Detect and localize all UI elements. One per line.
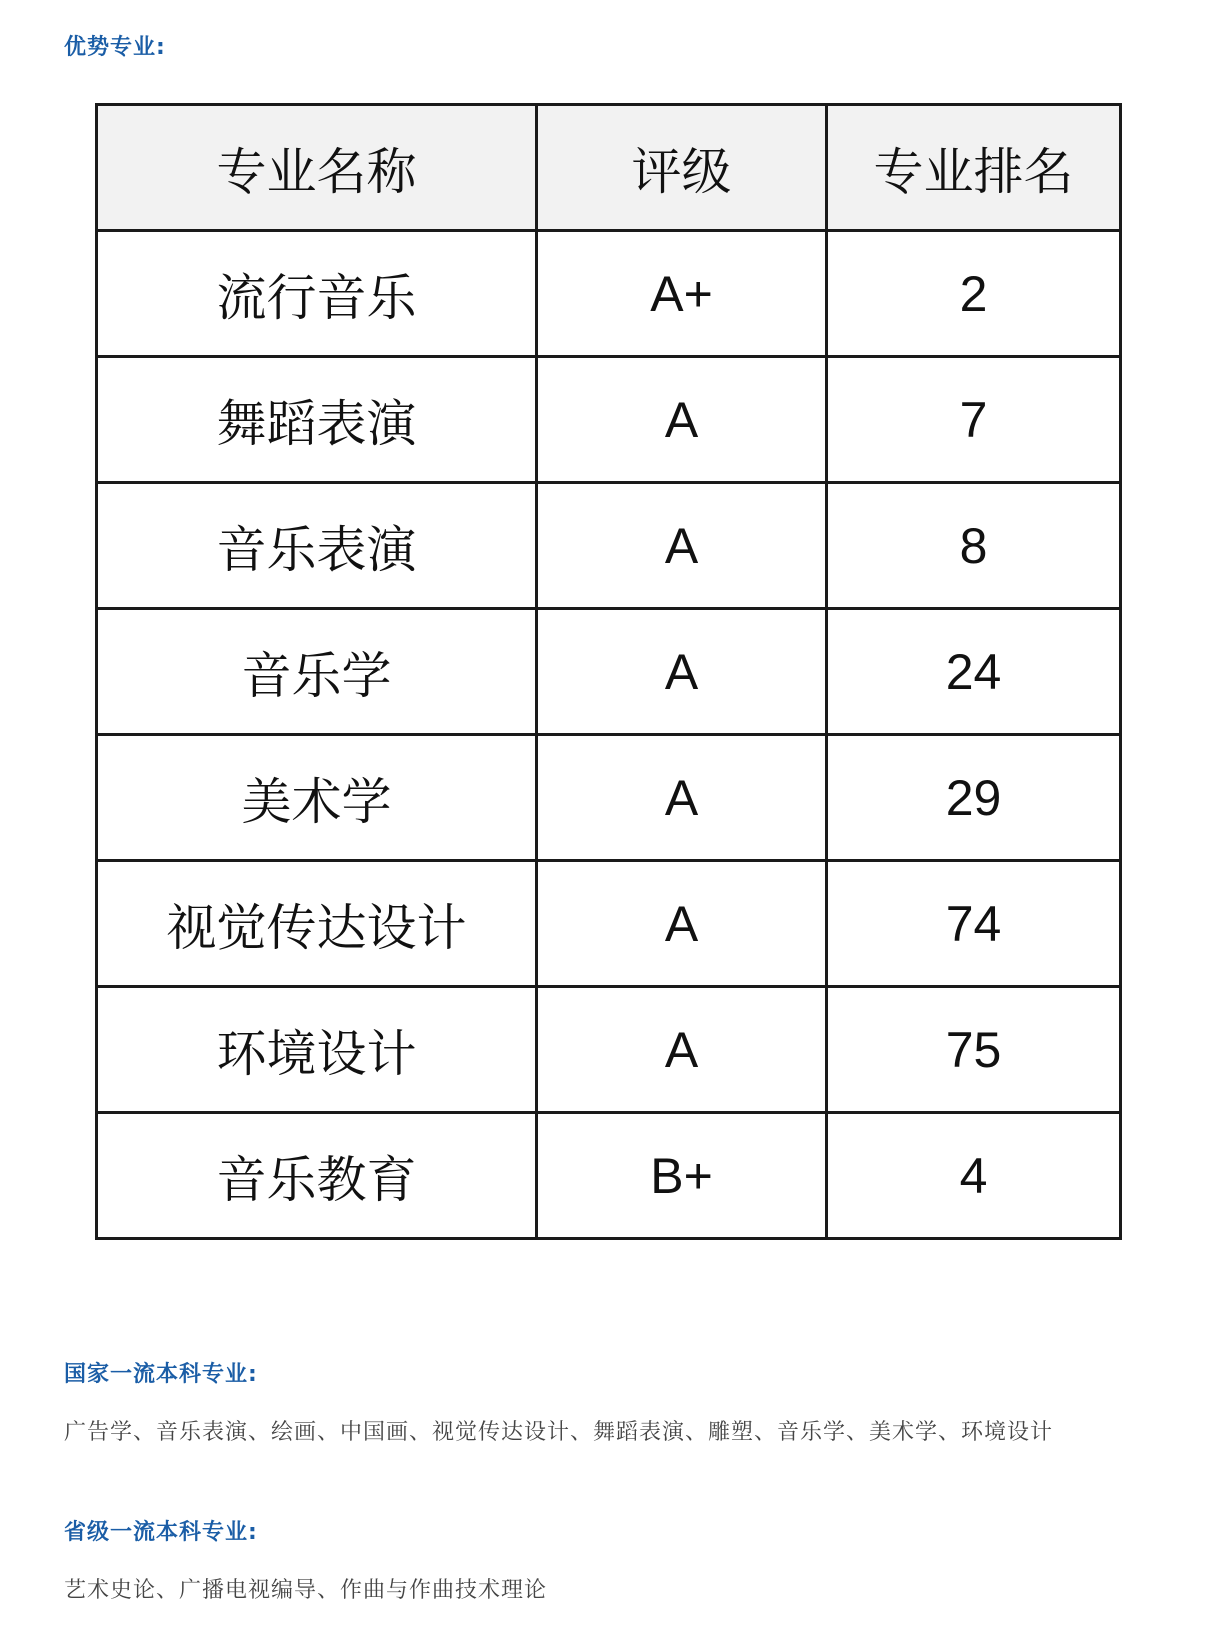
rank-cell: 29 [827, 735, 1121, 861]
major-name-cell: 音乐教育 [97, 1113, 537, 1239]
rank-cell: 4 [827, 1113, 1121, 1239]
table-row [97, 987, 1121, 1113]
rank-cell: 24 [827, 609, 1121, 735]
grade-cell: A [537, 609, 827, 735]
header-major-name: 专业名称 [97, 105, 537, 231]
provincial-first-class-heading: 省级一流本科专业: [64, 1520, 258, 1545]
rank-cell: 7 [827, 357, 1121, 483]
table-row [97, 861, 1121, 987]
table-row [97, 735, 1121, 861]
grade-cell: A [537, 735, 827, 861]
rank-cell: 2 [827, 231, 1121, 357]
grade-cell: A [537, 861, 827, 987]
major-name-cell: 音乐表演 [97, 483, 537, 609]
major-name-cell: 环境设计 [97, 987, 537, 1113]
table-row [97, 1113, 1121, 1239]
major-name-cell: 视觉传达设计 [97, 861, 537, 987]
table-row [97, 483, 1121, 609]
grade-cell: A+ [537, 231, 827, 357]
rank-cell: 74 [827, 861, 1121, 987]
table-row [97, 231, 1121, 357]
major-name-cell: 流行音乐 [97, 231, 537, 357]
table-row [97, 609, 1121, 735]
major-name-cell: 美术学 [97, 735, 537, 861]
provincial-first-class-majors: 艺术史论、广播电视编导、作曲与作曲技术理论 [64, 1578, 548, 1603]
national-first-class-majors: 广告学、音乐表演、绘画、中国画、视觉传达设计、舞蹈表演、雕塑、音乐学、美术学、环境设计 [64, 1420, 1054, 1445]
table-header-row [97, 105, 1121, 231]
grade-cell: B+ [537, 1113, 827, 1239]
grade-cell: A [537, 357, 827, 483]
grade-cell: A [537, 483, 827, 609]
major-ranking-table [95, 103, 1122, 1240]
rank-cell: 75 [827, 987, 1121, 1113]
major-name-cell: 舞蹈表演 [97, 357, 537, 483]
national-first-class-heading: 国家一流本科专业: [64, 1362, 258, 1387]
rank-cell: 8 [827, 483, 1121, 609]
grade-cell: A [537, 987, 827, 1113]
header-grade: 评级 [537, 105, 827, 231]
table-row [97, 357, 1121, 483]
header-rank: 专业排名 [827, 105, 1121, 231]
major-name-cell: 音乐学 [97, 609, 537, 735]
advantage-heading: 优势专业: [64, 35, 166, 60]
